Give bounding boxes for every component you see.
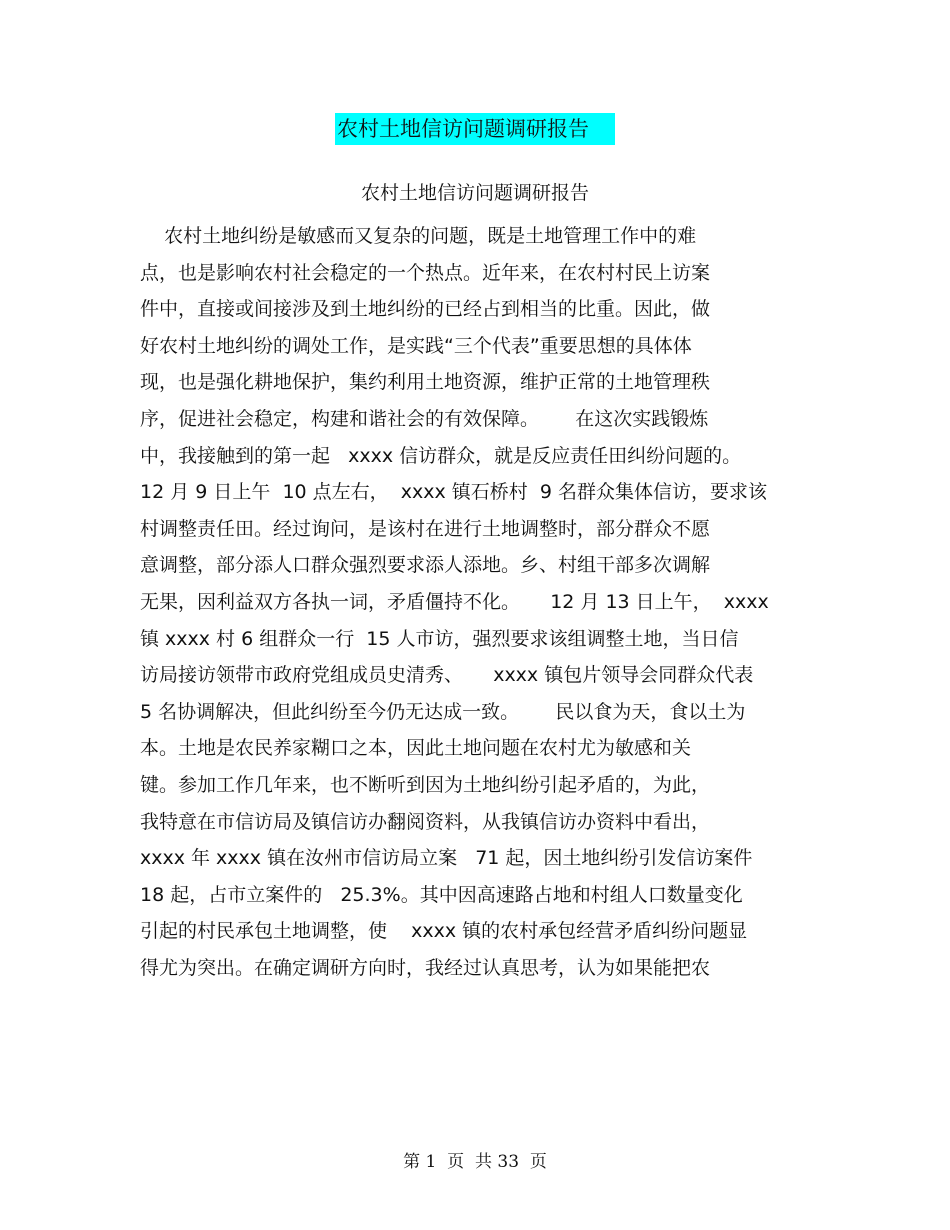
body-line: 引起的村民承包土地调整，使 xxxx 镇的农村承包经营矛盾纠纷问题显 xyxy=(140,920,748,943)
document-subtitle: 农村土地信访问题调研报告 xyxy=(360,182,589,204)
body-line: 键。参加工作几年来，也不断听到因为土地纠纷引起矛盾的，为此， xyxy=(140,773,711,796)
body-line: 序，促进社会稳定，构建和谐社会的有效保障。 在这次实践锻炼 xyxy=(140,407,709,430)
body-line: 意调整，部分添人口群众强烈要求添人添地。乡、村组干部多次调解 xyxy=(140,554,711,577)
body-line: 点，也是影响农村社会稳定的一个热点。近年来，在农村村民上访案 xyxy=(140,261,711,284)
body-line: 农村土地纠纷是敏感而又复杂的问题，既是土地管理工作中的难 xyxy=(140,225,697,247)
body-line: 现，也是强化耕地保护，集约利用土地资源，维护正常的土地管理秩 xyxy=(140,371,711,394)
body-line: 5 名协调解决，但此纠纷至今仍无达成一致。 民以食为天，食以土为 xyxy=(140,700,746,723)
document-title: 农村土地信访问题调研报告 xyxy=(335,113,615,145)
body-line: 我特意在市信访局及镇信访办翻阅资料，从我镇信访办资料中看出， xyxy=(140,810,711,833)
body-line: 中，我接触到的第一起 xxxx 信访群众，就是反应责任田纠纷问题的。 xyxy=(140,444,742,467)
body-line: 好农村土地纠纷的调处工作，是实践“三个代表”重要思想的具体体 xyxy=(140,334,692,357)
body-line: 村调整责任田。经过询问，是该村在进行土地调整时，部分群众不愿 xyxy=(140,517,711,540)
body-text xyxy=(140,218,800,986)
page-footer: 第 1 页 共 33 页 xyxy=(403,1152,547,1172)
body-line: 无果，因利益双方各执一词，矛盾僵持不化。 12 月 13 日上午， xxxx xyxy=(140,590,769,613)
title-row xyxy=(0,113,950,145)
body-line: 镇 xxxx 村 6 组群众一行 15 人市访，强烈要求该组调整土地，当日信 xyxy=(140,627,739,650)
body-line: xxxx 年 xxxx 镇在汝州市信访局立案 71 起，因土地纠纷引发信访案件 xyxy=(140,847,753,870)
body-line: 12 月 9 日上午 10 点左右， xxxx 镇石桥村 9 名群众集体信访，要求该 xyxy=(140,481,767,504)
body-line: 18 起，占市立案件的 25.3%。其中因高速路占地和村组人口数量变化 xyxy=(140,883,743,906)
body-line: 访局接访领带市政府党组成员史清秀、 xxxx 镇包片领导会同群众代表 xyxy=(140,664,754,687)
body-line: 件中，直接或间接涉及到土地纠纷的已经占到相当的比重。因此，做 xyxy=(140,298,711,321)
body-line: 得尤为突出。在确定调研方向时，我经过认真思考，认为如果能把农 xyxy=(140,956,711,979)
body-line: 本。土地是农民养家糊口之本，因此土地问题在农村尤为敏感和关 xyxy=(140,737,692,760)
